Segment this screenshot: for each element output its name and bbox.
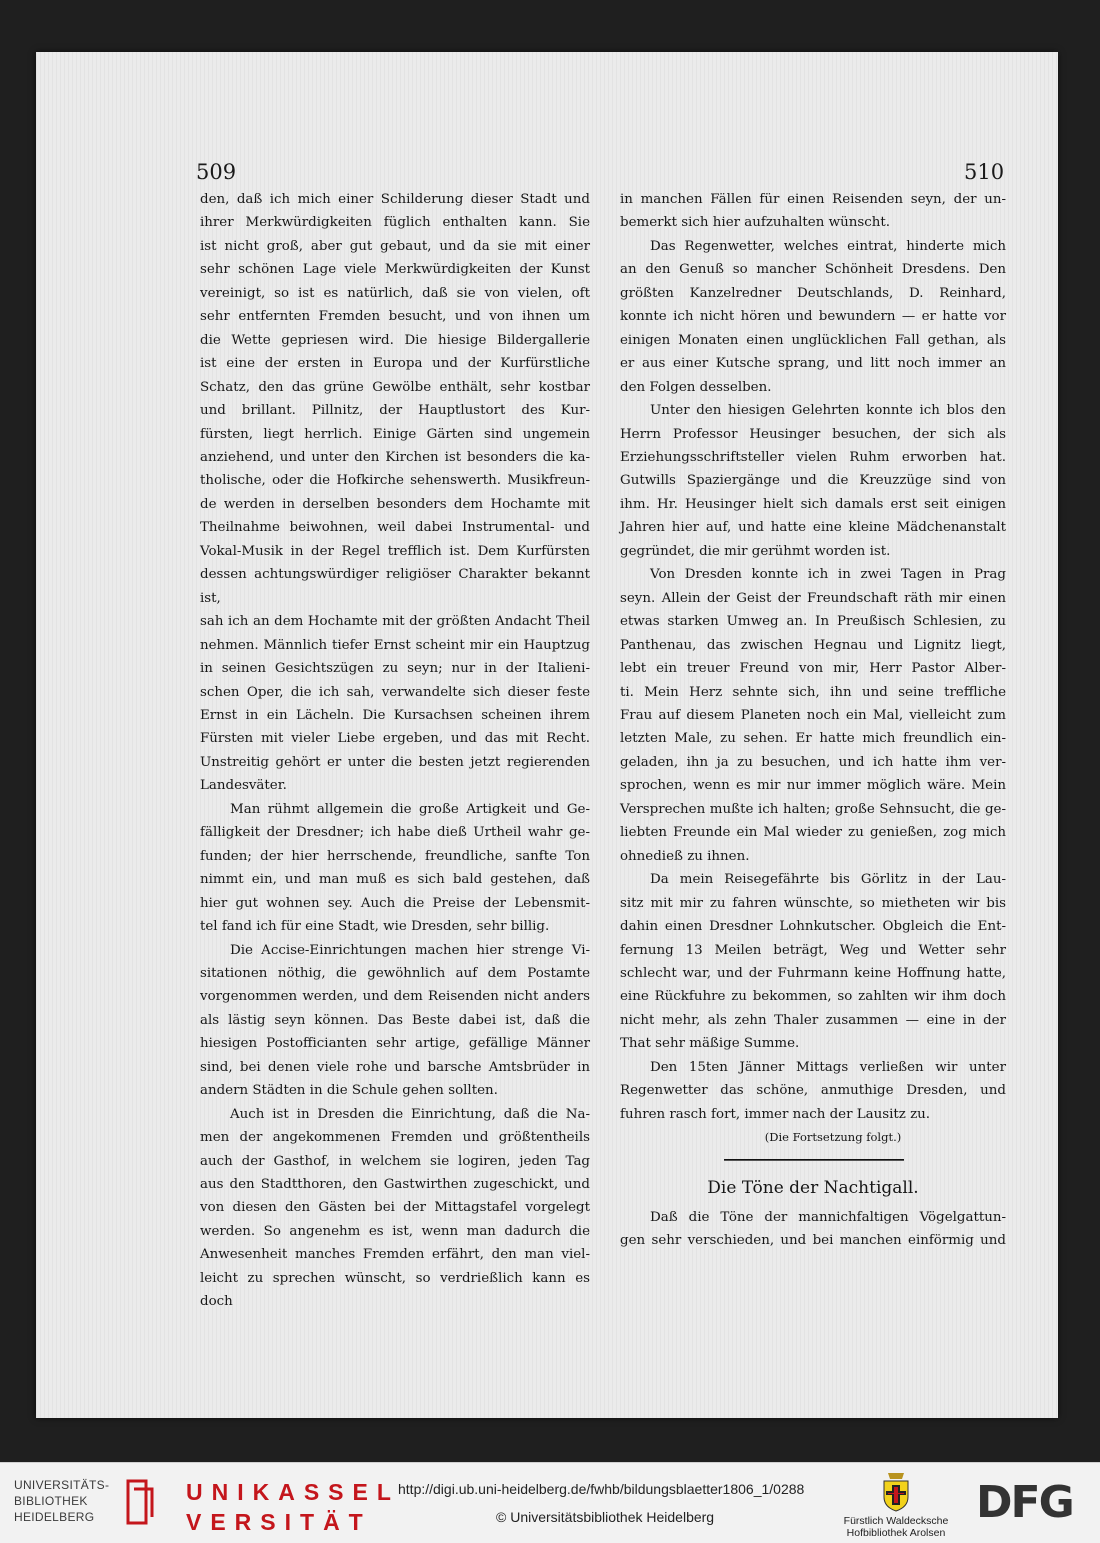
dfg-logo: DFG bbox=[976, 1477, 1073, 1528]
text-line: tholische, oder die Hofkirche sehenswerth. Musikfreun- bbox=[200, 473, 590, 489]
text-line: nehmen. Männlich tiefer Ernst scheint mir ein Hauptzug bbox=[200, 637, 590, 653]
continuation-note: (Die Fortsetzung folgt.) bbox=[764, 1130, 902, 1145]
text-line: den Folgen desselben. bbox=[620, 379, 772, 395]
text-line: fuhren rasch fort, immer nach der Lausitz zu. bbox=[620, 1106, 931, 1122]
text-line: sprochen, wenn es mir nur immer möglich wäre. Mein bbox=[620, 778, 1006, 794]
text-line: vereinigt, so ist es natürlich, daß sie von vielen, oft bbox=[200, 285, 590, 301]
text-line: in manchen Fällen für einen Reisenden seyn, der un- bbox=[620, 192, 1006, 207]
text-line: sehr entfernten Fremden besucht, und von ihnen um bbox=[200, 309, 590, 325]
text-line: auch der Gasthof, in welchem sie logiren, jeden Tag bbox=[200, 1153, 590, 1169]
kassel-line-2: VERSITÄT bbox=[186, 1509, 372, 1535]
text-line: dahin einen Dresdner Lohnkutscher. Obgleich die Ent- bbox=[620, 919, 1006, 935]
text-line: Erziehungsschriftsteller vielen Ruhm erworben hat. bbox=[620, 449, 1006, 465]
text-line: hiesigen Postofficianten sehr artige, gefällige Männer bbox=[200, 1036, 590, 1052]
text-line: andern Städten in die Schule gehen sollten. bbox=[200, 1083, 498, 1099]
text-line: nimmt ein, und man muß es sich bald gestehen, daß bbox=[200, 872, 590, 888]
text-line: den, daß ich mich einer Schilderung dieser Stadt und bbox=[200, 192, 590, 207]
text-line: ihm. Hr. Heusinger hielt sich damals erst seit einigen bbox=[620, 496, 1006, 512]
text-line: ti. Mein Herz sehnte sich, ihn und seine treffliche bbox=[620, 684, 1006, 700]
text-line: Herrn Professor Heusinger besuchen, der sich als bbox=[620, 426, 1006, 442]
text-line: ist eine der ersten in Europa und der Kurfürstliche bbox=[200, 356, 590, 372]
text-line: an den Genuß so mancher Schönheit Dresdens. Den bbox=[620, 262, 1006, 278]
logo-text-line: UNIVERSITÄTS- bbox=[14, 1478, 110, 1492]
text-line: letzten Male, zu sehen. Er hatte mich freundlich ein- bbox=[620, 731, 1006, 747]
text-line: Gutwills Spaziergänge und die Kreuzzüge sind von bbox=[620, 473, 1006, 489]
text-line: ist nicht groß, aber gut gebaut, und da sie mit einer bbox=[200, 238, 590, 254]
page-number-left: 509 bbox=[196, 160, 237, 184]
text-line: tel fand ich für eine Stadt, wie Dresden, sehr billig. bbox=[200, 919, 550, 935]
text-line: hier gut wohnen sey. Auch die Preise der Lebensmit- bbox=[200, 895, 590, 911]
text-line: Frau auf diesem Planeten noch ein Mal, vielleicht zum bbox=[620, 707, 1006, 723]
heidelberg-library-logo bbox=[14, 1477, 124, 1525]
text-line: seyn. Allein der Geist der Freundschaft räth mir einen bbox=[620, 590, 1006, 606]
text-line: Unter den hiesigen Gelehrten konnte ich blos den bbox=[650, 403, 1006, 419]
crest-icon bbox=[879, 1469, 913, 1513]
text-line: werden. So angenehm es ist, wenn man dadurch die bbox=[200, 1223, 590, 1239]
logo-text-line: HEIDELBERG bbox=[14, 1510, 95, 1524]
uni-kassel-logo bbox=[186, 1477, 400, 1537]
text-line: anziehend, und unter den Kirchen ist besonders die ka- bbox=[200, 449, 590, 465]
text-line: ohnedieß zu ihnen. bbox=[620, 848, 750, 864]
text-line: in seinen Gesichtszügen zu seyn; nur in der Italieni- bbox=[200, 661, 590, 677]
text-line: bemerkt sich hier aufzuhalten wünscht. bbox=[620, 215, 890, 231]
text-line: Unstreitig gehört er unter die besten jetzt regierenden bbox=[200, 754, 590, 770]
text-line: Jahren hier auf, und hatte eine kleine Mädchenanstalt bbox=[620, 520, 1006, 536]
text-line: sind, bei denen viele rohe und barsche Amtsbrüder in bbox=[200, 1059, 590, 1075]
text-line: Theilnahme beiwohnen, weil dabei Instrumental- und bbox=[200, 520, 590, 536]
text-line: fürsten, liegt herrlich. Einige Gärten sind ungemein bbox=[200, 426, 590, 442]
text-line: leicht zu sprechen wünscht, so verdrießlich kann es doch bbox=[200, 1270, 590, 1310]
text-line: sitz mit mir zu fahren wünschte, so mietheten wir bis bbox=[620, 895, 1006, 911]
kassel-line-1: UNIKASSEL bbox=[186, 1479, 400, 1505]
text-line: sitationen nöthig, die gewöhnlich auf dem Postamte bbox=[200, 965, 590, 981]
text-line: als lästig seyn können. Das Beste dabei ist, daß die bbox=[200, 1012, 590, 1028]
text-line: Anwesenheit manches Fremden erfährt, den man viel- bbox=[200, 1247, 590, 1263]
text-line: vorgenommen werden, und dem Reisenden nicht anders bbox=[200, 989, 590, 1005]
text-line: Von Dresden konnte ich in zwei Tagen in Prag bbox=[650, 567, 1006, 583]
text-line: aus den Stadtthoren, den Gastwirthen zugeschickt, und bbox=[200, 1177, 590, 1193]
text-line: und brillant. Pillnitz, der Hauptlustort des Kur- bbox=[200, 403, 590, 419]
section-divider bbox=[724, 1159, 904, 1161]
text-line: etwas starken Umweg an. In Preußisch Schlesien, zu bbox=[620, 614, 1006, 630]
arolsen-library-logo bbox=[836, 1469, 956, 1539]
page-number-right: 510 bbox=[964, 160, 1005, 184]
text-line: gen sehr verschieden, und bei manchen einförmig und bbox=[620, 1233, 1006, 1249]
arolsen-line-2: Hofbibliothek Arolsen bbox=[846, 1527, 946, 1539]
text-line: einigen Monaten einen unglücklichen Fall gethan, als bbox=[620, 332, 1006, 348]
text-line: de werden in derselben besonders dem Hochamte mit bbox=[200, 496, 590, 512]
text-line: konnte ich nicht hören und bewundern — er hatte vor bbox=[620, 309, 1006, 325]
text-line: Da mein Reisegefährte bis Görlitz in der Lau- bbox=[650, 872, 1006, 888]
text-line: liebten Freunde ein Mal wieder zu genießen, zog mich bbox=[620, 825, 1006, 841]
text-line: funden; der hier herrschende, freundliche, sanfte Ton bbox=[200, 848, 590, 864]
text-line: ihrer Merkwürdigkeiten füglich enthalten kann. Sie bbox=[200, 215, 590, 231]
viewer-footer bbox=[0, 1462, 1100, 1543]
text-line: die Wette gepriesen wird. Die hiesige Bildergallerie bbox=[200, 332, 590, 348]
text-line: schen Oper, die ich sah, verwandelte sich dieser feste bbox=[200, 684, 590, 700]
text-line: eine Rückfuhre zu bekommen, so zahlten wir ihm doch bbox=[620, 989, 1006, 1005]
text-line: Panthenau, das zwischen Hegnau und Lignitz liegt, bbox=[620, 637, 1006, 653]
text-line: geladen, ihn ja zu besuchen, und ich hatte ihm ver- bbox=[620, 754, 1006, 770]
text-line: schlecht war, und der Fuhrmann keine Hoffnung hatte, bbox=[620, 965, 1006, 981]
text-line: von diesen den Gästen bei der Mittagstafel vorgelegt bbox=[200, 1200, 590, 1216]
text-line: er aus einer Kutsche sprang, und litt noch immer an bbox=[620, 356, 1006, 372]
right-text-column bbox=[620, 188, 1006, 1253]
text-line: Den 15ten Jänner Mittags verließen wir unter bbox=[650, 1059, 1006, 1075]
logo-text-line: BIBLIOTHEK bbox=[14, 1494, 88, 1508]
text-line: Man rühmt allgemein die große Artigkeit und Ge- bbox=[230, 801, 590, 817]
text-line: Fürsten mit vieler Liebe ergeben, und das mit Recht. bbox=[200, 731, 590, 747]
text-line: Versprechen mußte ich halten; große Sehnsucht, die ge- bbox=[620, 801, 1006, 817]
text-line: lebt ein treuer Freund von mir, Herr Pastor Alber- bbox=[620, 661, 1006, 677]
text-line: Das Regenwetter, welches eintrat, hinderte mich bbox=[650, 238, 1006, 254]
text-line: Landesväter. bbox=[200, 778, 287, 794]
arolsen-line-1: Fürstlich Waldecksche bbox=[843, 1515, 949, 1527]
text-line: Auch ist in Dresden die Einrichtung, daß die Na- bbox=[230, 1106, 590, 1122]
left-text-column bbox=[200, 188, 590, 1314]
text-line: dessen achtungswürdiger religiöser Charakter bekannt ist, bbox=[200, 567, 590, 606]
text-line: fälligkeit der Dresdner; ich habe dieß Urtheil wahr ge- bbox=[200, 825, 590, 841]
text-line: gegründet, die mir gerühmt worden ist. bbox=[620, 543, 891, 559]
text-line: Vokal-Musik in der Regel trefflich ist. Dem Kurfürsten bbox=[200, 543, 590, 559]
text-line: sah ich an dem Hochamte mit der größten Andacht Theil bbox=[200, 614, 590, 630]
text-line: Die Accise-Einrichtungen machen hier strenge Vi- bbox=[230, 942, 590, 958]
text-line: größten Kanzelredner Deutschlands, D. Reinhard, bbox=[620, 285, 1006, 301]
text-line: fernung 13 Meilen beträgt, Weg und Wetter sehr bbox=[620, 942, 1006, 958]
permalink-url[interactable]: http://digi.ub.uni-heidelberg.de/fwhb/bildungsblaetter1806_1/0288 bbox=[398, 1481, 805, 1497]
text-line: Schatz, den das grüne Gewölbe enthält, sehr kostbar bbox=[200, 379, 590, 395]
copyright-notice: © Universitätsbibliothek Heidelberg bbox=[496, 1509, 715, 1525]
text-line: men der angekommenen Fremden und größtentheils bbox=[200, 1130, 590, 1146]
text-line: Ernst in ein Lächeln. Die Kursachsen scheinen ihrem bbox=[200, 707, 590, 723]
text-line: sehr schönen Lage viele Merkwürdigkeiten der Kunst bbox=[200, 262, 590, 278]
text-line: Daß die Töne der mannichfaltigen Vögelgattun- bbox=[650, 1210, 1006, 1226]
text-line: nicht mehr, als zehn Thaler zusammen — eine in der bbox=[620, 1012, 1006, 1028]
text-line: That sehr mäßige Summe. bbox=[620, 1036, 800, 1052]
section-heading: Die Töne der Nachtigall. bbox=[707, 1177, 919, 1198]
library-mark-icon bbox=[124, 1477, 156, 1527]
text-line: Regenwetter das schöne, anmuthige Dresden, und bbox=[620, 1083, 1006, 1099]
